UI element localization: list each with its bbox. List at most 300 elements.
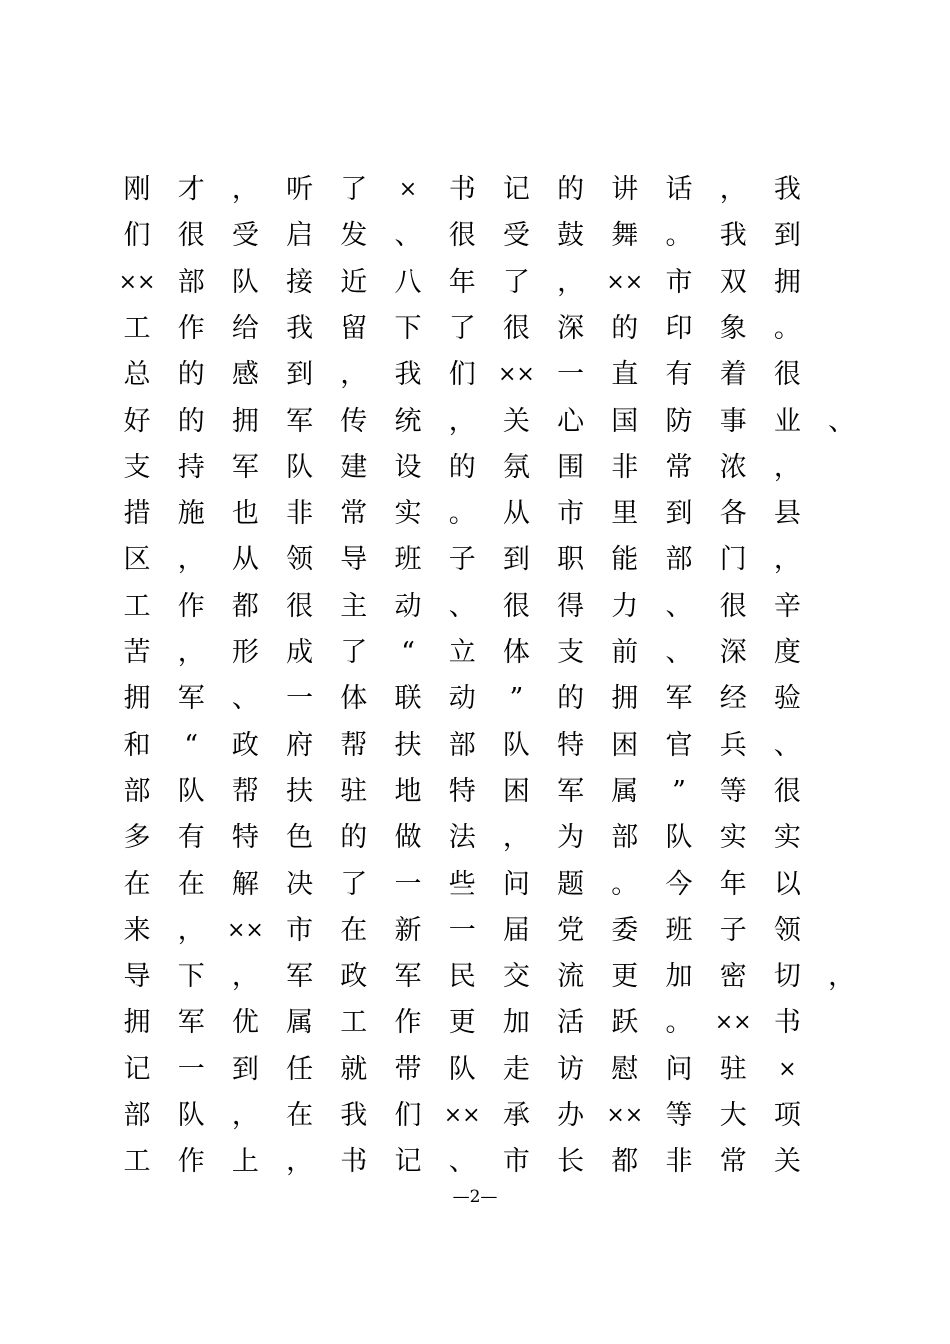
text-char: 感 [231, 359, 259, 391]
text-char: 苦 [123, 637, 151, 668]
text-char: 切 [773, 961, 801, 993]
text-char: 、 [828, 405, 856, 437]
text-char: 官 [665, 729, 693, 761]
text-char: 实 [719, 822, 747, 854]
text-line [0, 587, 950, 627]
text-char: 市 [502, 1146, 530, 1178]
text-char: 班 [665, 914, 693, 946]
text-char: 访 [557, 1053, 585, 1085]
text-char: 象 [719, 312, 747, 344]
text-char: 党 [557, 914, 585, 946]
text-char: 办 [557, 1100, 585, 1131]
text-char: ×× [606, 1103, 644, 1128]
text-char: 从 [502, 498, 530, 530]
text-char: 了 [448, 312, 476, 344]
text-char: 非 [611, 451, 639, 483]
text-char: 委 [611, 914, 639, 946]
text-char: 持 [177, 451, 205, 483]
text-line [0, 309, 950, 349]
text-char: 、 [665, 637, 693, 668]
text-char: 支 [123, 451, 151, 483]
text-char: 地 [394, 775, 422, 807]
text-line [0, 679, 950, 719]
text-char: 部 [611, 822, 639, 854]
text-char: 带 [394, 1053, 422, 1085]
text-char: 八 [394, 266, 422, 298]
text-char: 书 [448, 174, 476, 205]
text-char: 就 [340, 1053, 368, 1085]
text-char: 更 [448, 1007, 476, 1039]
page-number: —2— [452, 1187, 498, 1207]
text-char: 县 [773, 498, 801, 530]
text-char: 的 [177, 405, 205, 437]
text-char: 。 [665, 220, 693, 252]
text-char: 防 [665, 405, 693, 437]
text-char: 事 [719, 405, 747, 437]
text-char: 、 [665, 590, 693, 622]
text-char: 府 [286, 729, 314, 761]
text-char: 决 [286, 868, 314, 900]
text-char: 讲 [611, 174, 639, 205]
text-char: 等 [665, 1100, 693, 1131]
text-char: 有 [665, 359, 693, 391]
text-char: × [398, 177, 418, 202]
text-char: 了 [340, 868, 368, 900]
text-char: 等 [719, 775, 747, 807]
text-line [0, 865, 950, 905]
text-char: 帮 [340, 729, 368, 761]
text-char: 队 [177, 775, 205, 807]
text-char: 书 [340, 1146, 368, 1178]
text-char: 流 [557, 961, 585, 993]
text-char: 为 [557, 822, 585, 854]
text-char: 接 [286, 266, 314, 298]
text-char: 了 [340, 637, 368, 668]
text-char: 任 [286, 1053, 314, 1085]
text-char: 到 [665, 498, 693, 530]
text-char: 施 [177, 498, 205, 530]
text-line [0, 402, 950, 442]
text-char: 特 [231, 822, 259, 854]
text-line [0, 1050, 950, 1090]
text-char: 工 [123, 1146, 151, 1178]
text-char: 部 [123, 775, 151, 807]
text-char: ， [177, 544, 205, 576]
text-char: 、 [394, 220, 422, 252]
text-char: 以 [773, 868, 801, 900]
text-char: 也 [231, 498, 259, 530]
text-char: ” [672, 775, 686, 807]
text-char: 动 [448, 683, 476, 715]
text-char: 领 [286, 544, 314, 576]
text-char: 队 [177, 1100, 205, 1131]
text-char: 困 [502, 775, 530, 807]
text-char: 里 [611, 498, 639, 530]
text-line [0, 772, 950, 812]
text-char: 常 [665, 451, 693, 483]
text-char: ， [773, 544, 801, 576]
text-char: 留 [340, 312, 368, 344]
text-char: 有 [177, 822, 205, 854]
text-char: 、 [231, 683, 259, 715]
text-char: 能 [611, 544, 639, 576]
text-char: ， [557, 266, 585, 298]
text-char: 实 [773, 822, 801, 854]
text-char: 验 [773, 683, 801, 715]
text-char: 的 [557, 683, 585, 715]
text-char: 好 [123, 405, 151, 437]
text-char: 部 [177, 266, 205, 298]
text-char: ， [773, 451, 801, 483]
text-char: 的 [177, 359, 205, 391]
text-char: 力 [611, 590, 639, 622]
text-char: ×× [714, 1010, 752, 1036]
text-char: 们 [448, 359, 476, 391]
text-char: 很 [719, 590, 747, 622]
text-char: ， [719, 174, 747, 205]
text-char: 做 [394, 822, 422, 854]
text-char: 体 [502, 637, 530, 668]
text-char: 很 [177, 220, 205, 252]
text-char: 军 [665, 683, 693, 715]
text-char: 浓 [719, 451, 747, 483]
text-char: 的 [448, 451, 476, 483]
text-char: 在 [123, 868, 151, 900]
text-char: 问 [502, 868, 530, 900]
text-char: 军 [286, 405, 314, 437]
text-char: 跃 [611, 1007, 639, 1039]
text-char: 的 [557, 174, 585, 205]
text-char: 拥 [123, 683, 151, 715]
text-char: ×× [606, 269, 644, 295]
text-line [0, 170, 950, 210]
text-char: 一 [286, 683, 314, 715]
text-char: 色 [286, 822, 314, 854]
text-char: 拥 [123, 1007, 151, 1039]
text-char: 很 [773, 775, 801, 807]
text-char: 慰 [611, 1053, 639, 1085]
text-char: 非 [286, 498, 314, 530]
text-char: 作 [394, 1007, 422, 1039]
text-char: 在 [286, 1100, 314, 1131]
text-char: 支 [557, 637, 585, 668]
text-char: 们 [123, 220, 151, 252]
text-line [0, 726, 950, 766]
text-char: 、 [448, 1146, 476, 1178]
text-char: 鼓 [557, 220, 585, 252]
text-char: 属 [286, 1007, 314, 1039]
text-char: 门 [719, 544, 747, 576]
text-char: 心 [557, 405, 585, 437]
text-char: 记 [123, 1053, 151, 1085]
text-char: 启 [286, 220, 314, 252]
text-char: 到 [502, 544, 530, 576]
text-char: 着 [719, 359, 747, 391]
text-line [0, 633, 950, 673]
text-char: 都 [611, 1146, 639, 1178]
text-char: 题 [557, 868, 585, 900]
text-char: 一 [557, 359, 585, 391]
text-char: 设 [394, 451, 422, 483]
text-char: 非 [665, 1146, 693, 1178]
text-char: 职 [557, 544, 585, 576]
text-char: 特 [557, 729, 585, 761]
text-char: 军 [177, 683, 205, 715]
text-char: 政 [231, 729, 259, 761]
text-char: 区 [123, 544, 151, 576]
text-char: 下 [394, 312, 422, 344]
text-line [0, 1003, 950, 1043]
text-char: 我 [773, 174, 801, 205]
text-char: 在 [177, 868, 205, 900]
text-char: ， [828, 961, 856, 993]
text-char: “ [184, 729, 199, 761]
text-char: 工 [340, 1007, 368, 1039]
text-char: 来 [123, 914, 151, 946]
text-char: 市 [665, 266, 693, 298]
text-char: 经 [719, 683, 747, 715]
text-char: 主 [340, 590, 368, 622]
text-char: 政 [340, 961, 368, 993]
text-char: 动 [394, 590, 422, 622]
text-char: 军 [557, 775, 585, 807]
text-char: 书 [773, 1007, 801, 1039]
text-char: 年 [448, 266, 476, 298]
text-char: 刚 [123, 174, 151, 205]
text-char: 深 [557, 312, 585, 344]
text-char: 作 [177, 590, 205, 622]
text-char: 才 [177, 174, 205, 205]
text-char: 我 [719, 220, 747, 252]
text-char: 的 [340, 822, 368, 854]
text-line [0, 355, 950, 395]
text-line [0, 263, 950, 303]
text-char: 市 [286, 914, 314, 946]
text-char: 建 [340, 451, 368, 483]
text-char: 。 [611, 868, 639, 900]
text-char: 承 [502, 1100, 530, 1131]
text-char: 一 [448, 914, 476, 946]
text-char: 军 [394, 961, 422, 993]
text-char: 、 [448, 590, 476, 622]
text-char: 一 [394, 868, 422, 900]
text-char: 长 [557, 1146, 585, 1178]
text-char: 到 [231, 1053, 259, 1085]
text-char: 常 [340, 498, 368, 530]
text-char: 关 [773, 1146, 801, 1178]
text-char: 很 [502, 590, 530, 622]
text-char: 兵 [719, 729, 747, 761]
text-char: ， [286, 1146, 314, 1178]
text-char: 法 [448, 822, 476, 854]
text-char: 工 [123, 312, 151, 344]
text-char: 们 [394, 1100, 422, 1131]
text-line [0, 216, 950, 256]
text-char: 成 [286, 637, 314, 668]
text-char: 双 [719, 266, 747, 298]
text-char: “ [401, 637, 415, 668]
text-char: 各 [719, 498, 747, 530]
text-char: 优 [231, 1007, 259, 1039]
text-char: 从 [231, 544, 259, 576]
text-char: 统 [394, 405, 422, 437]
text-char: 前 [611, 637, 639, 668]
text-char: 多 [123, 822, 151, 854]
text-char: 国 [611, 405, 639, 437]
text-char: 驻 [719, 1053, 747, 1085]
text-char: 领 [773, 914, 801, 946]
text-line [0, 911, 950, 951]
text-char: 度 [773, 637, 801, 668]
text-char: 体 [340, 683, 368, 715]
text-char: ， [502, 822, 530, 854]
text-char: 届 [502, 914, 530, 946]
text-char: ×× [226, 917, 264, 943]
text-char: 我 [340, 1100, 368, 1131]
text-char: 印 [665, 312, 693, 344]
text-char: 作 [177, 1146, 205, 1178]
text-line [0, 540, 950, 580]
text-char: 围 [557, 451, 585, 483]
text-char: 密 [719, 961, 747, 993]
text-char: 特 [448, 775, 476, 807]
text-char: 很 [448, 220, 476, 252]
text-char: 驻 [340, 775, 368, 807]
text-char: 队 [286, 451, 314, 483]
text-line [0, 1096, 950, 1136]
text-char: 今 [665, 868, 693, 900]
text-char: 得 [557, 590, 585, 622]
text-char: 加 [502, 1007, 530, 1039]
text-char: 常 [719, 1146, 747, 1178]
text-char: 帮 [231, 775, 259, 807]
text-char: ， [231, 174, 259, 205]
text-char: 拥 [611, 683, 639, 715]
text-char: 我 [286, 312, 314, 344]
text-char: 措 [123, 498, 151, 530]
text-char: 氛 [502, 451, 530, 483]
text-char: ×× [497, 362, 535, 388]
text-char: 深 [719, 637, 747, 668]
text-char: 传 [340, 405, 368, 437]
text-char: 都 [231, 590, 259, 622]
text-char: 解 [231, 868, 259, 900]
text-char: 一 [177, 1053, 205, 1085]
text-char: 的 [611, 312, 639, 344]
text-char: 拥 [231, 405, 259, 437]
text-char: ， [231, 961, 259, 993]
text-char: 项 [773, 1100, 801, 1131]
text-char: ， [177, 914, 205, 946]
text-char: ×× [443, 1103, 481, 1128]
text-char: 导 [340, 544, 368, 576]
text-char: 队 [231, 266, 259, 298]
text-char: 作 [177, 312, 205, 344]
text-char: 。 [665, 1007, 693, 1039]
text-char: ， [448, 405, 476, 437]
text-char: 受 [502, 220, 530, 252]
text-char: 子 [719, 914, 747, 946]
text-char: 导 [123, 961, 151, 993]
text-char: 些 [448, 868, 476, 900]
text-char: 民 [448, 961, 476, 993]
text-char: 话 [665, 174, 693, 205]
text-char: 关 [502, 405, 530, 437]
text-char: 了 [502, 266, 530, 298]
text-char: 扶 [394, 729, 422, 761]
text-char: 队 [665, 822, 693, 854]
text-char: 很 [286, 590, 314, 622]
text-char: 发 [340, 220, 368, 252]
text-char: 听 [286, 174, 314, 205]
text-char: 记 [394, 1146, 422, 1178]
text-char: 拥 [773, 266, 801, 298]
text-char: 到 [286, 359, 314, 391]
text-char: 班 [394, 544, 422, 576]
text-char: 年 [719, 868, 747, 900]
text-char: 属 [611, 775, 639, 807]
text-char: 上 [231, 1146, 259, 1178]
text-line [0, 818, 950, 858]
text-char: 子 [448, 544, 476, 576]
text-char: 军 [177, 1007, 205, 1039]
text-char: 舞 [611, 220, 639, 252]
text-char: 我 [394, 359, 422, 391]
text-char: 辛 [773, 590, 801, 622]
text-char: ， [231, 1100, 259, 1131]
text-char: 困 [611, 729, 639, 761]
text-char: 走 [502, 1053, 530, 1085]
text-char: 形 [231, 637, 259, 668]
text-char: 扶 [286, 775, 314, 807]
text-char: 交 [502, 961, 530, 993]
text-char: 部 [448, 729, 476, 761]
text-char: 很 [502, 312, 530, 344]
text-char: 到 [773, 220, 801, 252]
text-char: 立 [448, 637, 476, 668]
text-char: ×× [118, 269, 156, 295]
text-char: 活 [557, 1007, 585, 1039]
text-char: 工 [123, 590, 151, 622]
text-char: 总 [123, 359, 151, 391]
text-char: 更 [611, 961, 639, 993]
text-char: 和 [123, 729, 151, 761]
text-char: 下 [177, 961, 205, 993]
text-char: 。 [448, 498, 476, 530]
text-char: 队 [502, 729, 530, 761]
text-line [0, 1142, 950, 1182]
text-char: 近 [340, 266, 368, 298]
text-char: 加 [665, 961, 693, 993]
text-char: ， [340, 359, 368, 391]
text-char: 在 [340, 914, 368, 946]
text-char: × [778, 1056, 797, 1082]
text-char: ” [509, 683, 524, 715]
text-char: ， [177, 637, 205, 668]
text-line [0, 957, 950, 997]
text-char: 军 [231, 451, 259, 483]
text-char: 市 [557, 498, 585, 530]
text-char: 军 [286, 961, 314, 993]
text-char: 部 [123, 1100, 151, 1131]
text-char: 问 [665, 1053, 693, 1085]
text-char: 大 [719, 1100, 747, 1131]
text-char: 记 [502, 174, 530, 205]
text-char: 新 [394, 914, 422, 946]
text-char: 部 [665, 544, 693, 576]
text-char: 很 [773, 359, 801, 391]
text-char: 、 [773, 729, 801, 761]
